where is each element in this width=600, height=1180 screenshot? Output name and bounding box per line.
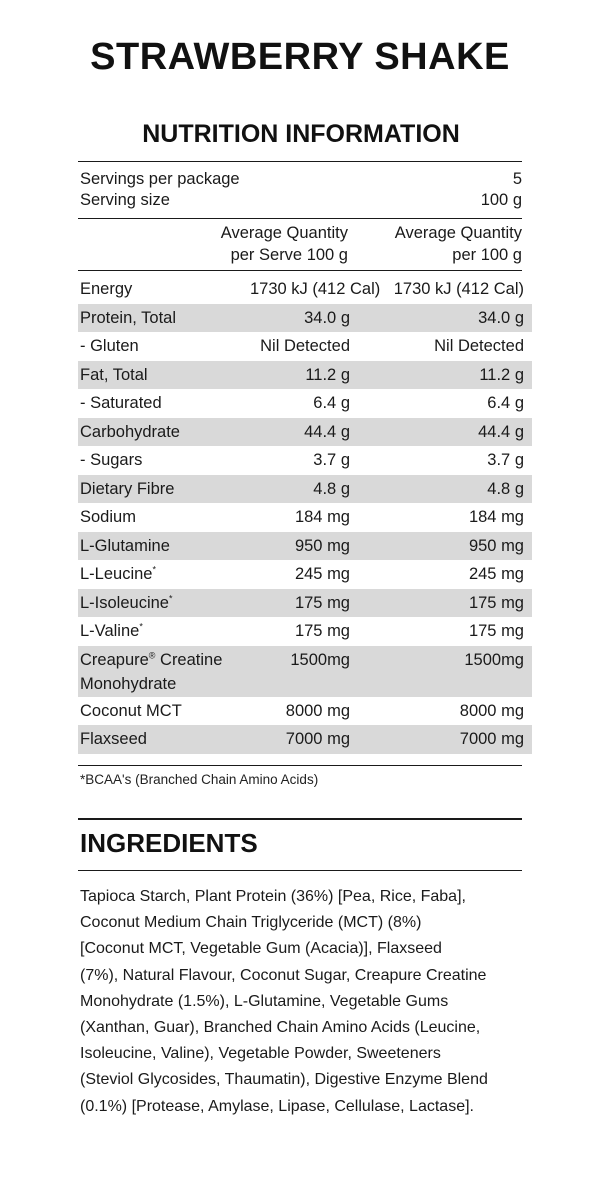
column-header-per-100g-line1: Average Quantity (394, 224, 522, 242)
divider-ingredients-top (78, 818, 522, 820)
nutrient-per-100g: 34.0 g (478, 308, 524, 327)
nutrient-per-serve: 11.2 g (305, 365, 350, 384)
table-row (78, 475, 532, 504)
nutrient-name-text: Creapure (80, 650, 149, 669)
nutrient-per-serve: 3.7 g (313, 451, 350, 469)
nutrient-name: Energy (80, 280, 133, 298)
nutrition-table (78, 275, 532, 754)
ingredients-line: (7%), Natural Flavour, Coconut Sugar, Creapure Creatine (80, 966, 487, 984)
nutrient-per-serve: 175 mg (294, 622, 350, 640)
table-row (78, 389, 532, 418)
nutrient-per-serve: 7000 mg (285, 730, 350, 748)
divider-header (78, 270, 522, 271)
ingredients-line: (Steviol Glycosides, Thaumatin), Digestive Enzyme Blend (80, 1071, 488, 1089)
table-row (78, 304, 532, 333)
nutrient-per-100g: 950 mg (468, 536, 524, 555)
bcaa-asterisk: * (139, 621, 143, 632)
table-row (78, 446, 532, 475)
divider-ingredients (78, 870, 522, 871)
nutrient-per-100g: 11.2 g (479, 365, 524, 384)
ingredients-text (80, 884, 550, 1120)
nutrient-per-100g: 3.7 g (487, 451, 524, 469)
column-header-per-serve-line2: per Serve 100 g (230, 246, 348, 264)
nutrient-name: Sodium (80, 508, 136, 526)
table-row (78, 725, 532, 754)
nutrient-per-100g: 245 mg (468, 565, 524, 583)
nutrient-name (78, 565, 250, 584)
divider-table-bottom (78, 765, 522, 766)
table-row (78, 617, 532, 646)
table-row (78, 646, 532, 697)
nutrient-name (78, 648, 250, 696)
nutrient-per-100g: 175 mg (468, 593, 524, 612)
nutrient-per-serve: 1500mg (290, 650, 350, 669)
nutrient-name (78, 622, 250, 641)
nutrient-name: - Gluten (80, 337, 139, 355)
divider-servings (78, 218, 522, 219)
ingredients-line: Isoleucine, Valine), Vegetable Powder, Sweeteners (80, 1045, 441, 1063)
servings-per-package-label: Servings per package (80, 170, 240, 188)
nutrient-name: Coconut MCT (80, 701, 182, 720)
ingredients-title: INGREDIENTS (80, 828, 258, 858)
nutrient-per-100g: 6.4 g (487, 394, 524, 412)
column-header-per-100g (332, 222, 522, 266)
nutrient-per-serve: 34.0 g (304, 308, 350, 327)
ingredients-line: Tapioca Starch, Plant Protein (36%) [Pea, Rice, Faba], (80, 888, 466, 905)
product-title: STRAWBERRY SHAKE (90, 36, 510, 78)
nutrient-name: - Saturated (80, 394, 162, 412)
column-header-per-serve-line1: Average Quantity (220, 224, 348, 242)
nutrient-per-serve: 1730 kJ (412 Cal) (250, 280, 381, 298)
servings-per-package-row (80, 170, 522, 189)
nutrient-per-100g: 4.8 g (487, 479, 524, 498)
column-header-per-serve (158, 222, 348, 266)
nutrient-name-text: L-Valine (80, 622, 140, 640)
table-row (78, 532, 532, 561)
table-row (78, 697, 532, 726)
table-row (78, 332, 532, 361)
nutrient-per-100g: 184 mg (468, 508, 524, 526)
registered-mark: ® (148, 650, 156, 660)
table-row (78, 275, 532, 304)
nutrient-per-100g: 175 mg (468, 622, 524, 640)
ingredients-line: Monohydrate (1.5%), L-Glutamine, Vegetable Gums (80, 992, 449, 1010)
nutrient-per-serve: 6.4 g (313, 394, 350, 412)
nutrition-title: NUTRITION INFORMATION (142, 120, 460, 148)
nutrient-name-text: L-Leucine (80, 565, 153, 583)
nutrient-per-serve: 44.4 g (304, 422, 350, 441)
table-row (78, 503, 532, 532)
bcaa-asterisk: * (152, 564, 156, 575)
nutrient-per-100g: Nil Detected (434, 337, 524, 355)
nutrient-name: Fat, Total (80, 365, 148, 384)
nutrient-name: Carbohydrate (80, 422, 180, 441)
nutrient-per-100g: 1500mg (464, 650, 524, 669)
table-row (78, 589, 532, 618)
nutrient-per-100g: 8000 mg (459, 701, 524, 720)
ingredients-line: Coconut Medium Chain Triglyceride (MCT) (8%) (80, 914, 422, 932)
nutrient-name-rest: Creatine (155, 650, 223, 669)
nutrient-name: L-Glutamine (80, 536, 170, 555)
ingredients-line: (0.1%) [Protease, Amylase, Lipase, Cellulase, Lactase]. (80, 1097, 474, 1115)
nutrient-per-serve: 4.8 g (313, 479, 350, 498)
nutrient-per-100g: 44.4 g (478, 422, 524, 441)
serving-size-label: Serving size (80, 191, 170, 209)
bcaa-footnote: *BCAA's (Branched Chain Amino Acids) (80, 772, 319, 787)
divider-top (78, 161, 522, 162)
nutrient-per-serve: 8000 mg (285, 701, 350, 720)
table-row (78, 361, 532, 390)
ingredients-line: (Xanthan, Guar), Branched Chain Amino Acids (Leucine, (80, 1019, 481, 1037)
serving-size-value: 100 g (480, 191, 522, 209)
nutrient-name: - Sugars (80, 451, 143, 469)
nutrient-per-serve: 175 mg (294, 593, 350, 612)
bcaa-asterisk: * (168, 593, 173, 603)
nutrient-per-serve: 245 mg (294, 565, 350, 583)
ingredients-line: [Coconut MCT, Vegetable Gum (Acacia)], Flaxseed (80, 940, 442, 958)
nutrient-per-serve: 184 mg (294, 508, 350, 526)
nutrient-per-serve: 950 mg (294, 536, 350, 555)
table-row (78, 418, 532, 447)
nutrient-name: Protein, Total (80, 308, 177, 327)
nutrient-name: Dietary Fibre (80, 479, 175, 498)
serving-size-row (80, 191, 522, 210)
nutrient-name-text: L-Isoleucine (80, 593, 169, 612)
nutrient-per-serve: Nil Detected (260, 337, 350, 355)
nutrient-per-100g: 1730 kJ (412 Cal) (393, 280, 524, 298)
column-header-per-100g-line2: per 100 g (452, 246, 522, 264)
nutrient-per-100g: 7000 mg (459, 730, 524, 748)
nutrient-name-line2: Monohydrate (80, 674, 177, 693)
nutrient-name: Flaxseed (80, 730, 147, 748)
servings-per-package-value: 5 (512, 170, 522, 188)
table-row (78, 560, 532, 589)
nutrient-name (78, 594, 250, 613)
